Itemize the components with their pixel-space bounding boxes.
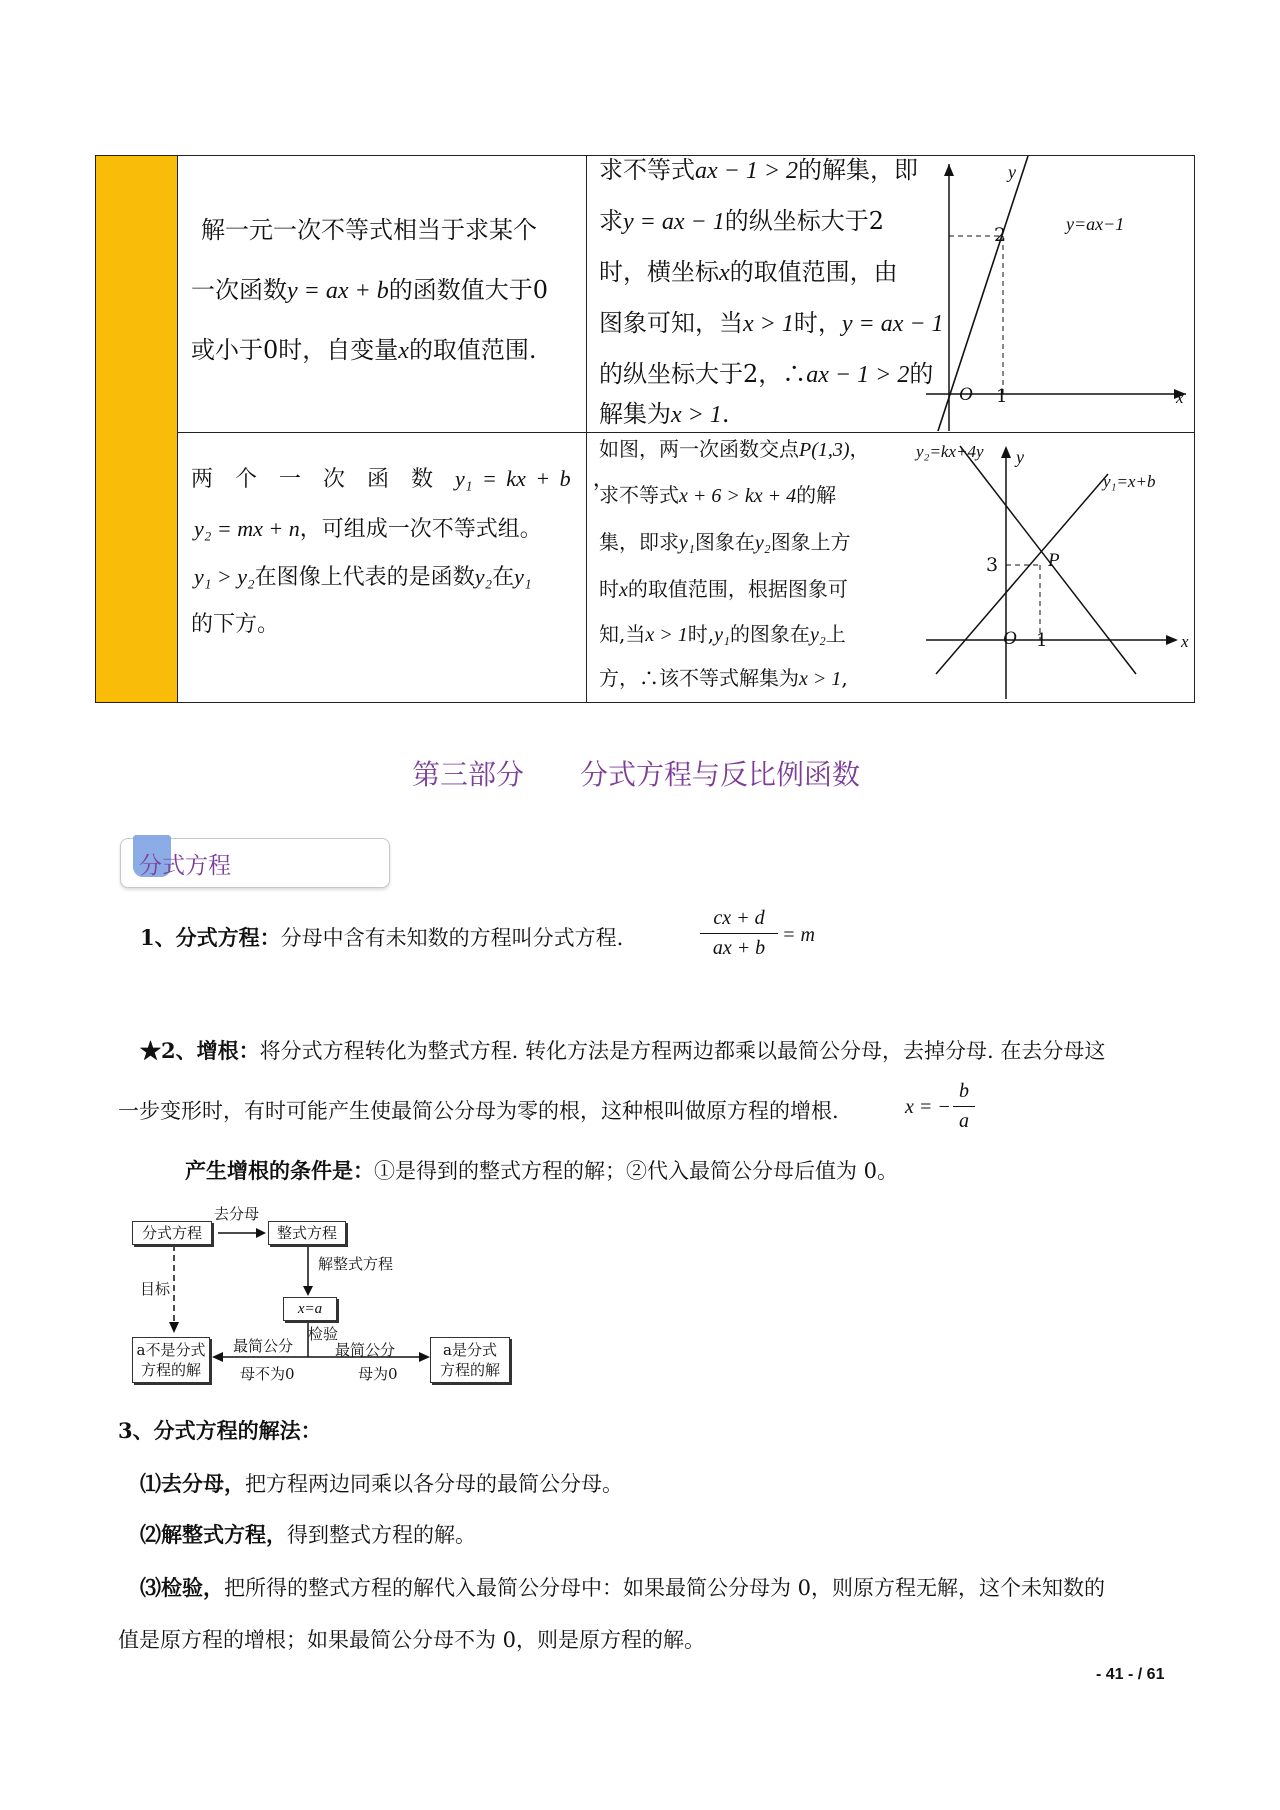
item2-condition: 产生增根的条件是：①是得到的整式方程的解；②代入最简公分母后值为 0。	[185, 1158, 899, 1183]
flow-left-top: 最简公分	[233, 1337, 294, 1355]
row1-graph	[916, 156, 1196, 432]
flow-box-x-eq-a: x=a	[283, 1297, 337, 1321]
row2-graph-origin: O	[1003, 628, 1017, 649]
flow-box-not-solution: a不是分式 方程的解	[132, 1337, 210, 1383]
row1-mid-line3: 时，横坐标x的取值范围，由	[599, 258, 898, 286]
item1: 1、分式方程：分母中含有未知数的方程叫分式方程.	[140, 925, 624, 950]
row1-left-line1: 解一元一次不等式相当于求某个	[201, 216, 537, 244]
row2-graph-tick-x: 1	[1036, 630, 1048, 651]
row2-graph-y-label: y	[1016, 447, 1024, 467]
item1-formula: cx + d ax + b	[700, 907, 778, 960]
row1-graph-x-label: x	[1176, 388, 1184, 407]
flow-right-bottom: 母为0	[358, 1365, 398, 1383]
row1-graph-tick-x: 1	[996, 386, 1008, 407]
row1-mid-line2: 求y = ax − 1的纵坐标大于2	[599, 207, 884, 235]
item2-line2: 一步变形时，有时可能产生使最简公分母为零的根，这种根叫做原方程的增根.	[118, 1099, 839, 1123]
row2-graph-line1-label: y₂=kx+4y	[916, 442, 984, 461]
flow-left-bottom: 母不为0	[240, 1365, 295, 1383]
flow-right-top: 最简公分	[335, 1341, 396, 1359]
comparison-table	[95, 155, 1195, 703]
flow-arrow2-label: 解整式方程	[318, 1255, 394, 1273]
row2-left-line2: y₂ = mx + n，可组成一次不等式组。	[194, 516, 542, 542]
tab-label: 分式方程	[139, 852, 231, 878]
flow-box-is-solution: a是分式 方程的解	[430, 1337, 510, 1383]
item3-step3-line1: ⑶检验，把所得的整式方程的解代入最简公分母中：如果最简公分母为 0，则原方程无解，这个未知数的	[140, 1575, 1106, 1600]
row2-left-line1: 两 个 一 次 函 数 y₁ = kx + b ，	[191, 466, 615, 492]
flow-box-fraction-eq: 分式方程	[132, 1221, 212, 1245]
flow-check-label: 检验	[308, 1325, 339, 1343]
row1-mid-line6: 解集为x > 1.	[599, 400, 730, 428]
item1-formula-rhs: = m	[782, 924, 815, 946]
row2-graph-x-label: x	[1181, 632, 1189, 651]
item3-step3-line2: 值是原方程的增根；如果最简公分母不为 0，则是原方程的解。	[118, 1628, 706, 1652]
table-side-bar	[96, 156, 178, 702]
row1-mid-line1: 求不等式ax − 1 > 2的解集，即	[599, 156, 919, 184]
row2-graph-line2-label: y₁=x+b	[1103, 472, 1156, 491]
row2-mid-line1: 如图，两一次函数交点P(1,3)，	[599, 437, 870, 461]
row2-mid-line3: 集，即求y₁图象在y₂图象上方	[599, 530, 851, 554]
row1-graph-tick-y: 2	[994, 224, 1007, 246]
row2-graph	[926, 434, 1196, 702]
row1-graph-line-label: y=ax−1	[1066, 214, 1125, 234]
table-divider	[586, 156, 587, 702]
flow-arrow1-label: 去分母	[214, 1205, 260, 1223]
row2-left-line3: y₁ > y₂在图像上代表的是函数y₂在y₁	[194, 564, 532, 590]
page-number: - 41 - / 61	[1096, 1666, 1165, 1683]
row2-graph-tick-y: 3	[986, 554, 999, 576]
item2-formula-lhs: x = −	[905, 1096, 951, 1118]
flow-goal-label: 目标	[140, 1280, 171, 1298]
row2-graph-point-label: P	[1048, 550, 1060, 571]
row2-mid-line6: 方，∴该不等式解集为x > 1,	[599, 666, 848, 690]
item2-line1: ★2、增根：将分式方程转化为整式方程. 转化方法是方程两边都乘以最简公分母，去掉分母. 在去分母这	[140, 1038, 1106, 1063]
section-tab	[120, 838, 390, 888]
row2-mid-line2: 求不等式x + 6 > kx + 4的解	[599, 483, 837, 507]
row2-left-line4: 的下方。	[191, 612, 280, 637]
row1-graph-y-label: y	[1008, 162, 1016, 182]
row2-mid-line4: 时x的取值范围，根据图象可	[599, 577, 848, 601]
item3-step2: ⑵解整式方程，得到整式方程的解。	[140, 1522, 476, 1547]
table-row-divider	[178, 432, 1194, 433]
row1-mid-line5: 的纵坐标大于2，∴ax − 1 > 2的	[599, 360, 934, 388]
item2-formula: b a	[953, 1080, 975, 1133]
item3-label: 3、分式方程的解法：	[118, 1418, 322, 1443]
row1-graph-origin: O	[959, 384, 973, 405]
section-title: 第三部分 分式方程与反比例函数	[412, 759, 861, 790]
row1-left-line2: 一次函数y = ax + b的函数值大于0	[191, 276, 548, 304]
item3-step1: ⑴去分母，把方程两边同乘以各分母的最简公分母。	[140, 1471, 623, 1496]
flow-box-integer-eq: 整式方程	[268, 1221, 346, 1245]
row2-mid-line5: 知,当x > 1时,y₁的图象在y₂上	[599, 622, 846, 646]
row1-mid-line4: 图象可知，当x > 1时，y = ax − 1	[599, 309, 944, 337]
row1-left-line3: 或小于0时，自变量x的取值范围.	[191, 336, 537, 364]
flow-diagram	[130, 1205, 530, 1390]
